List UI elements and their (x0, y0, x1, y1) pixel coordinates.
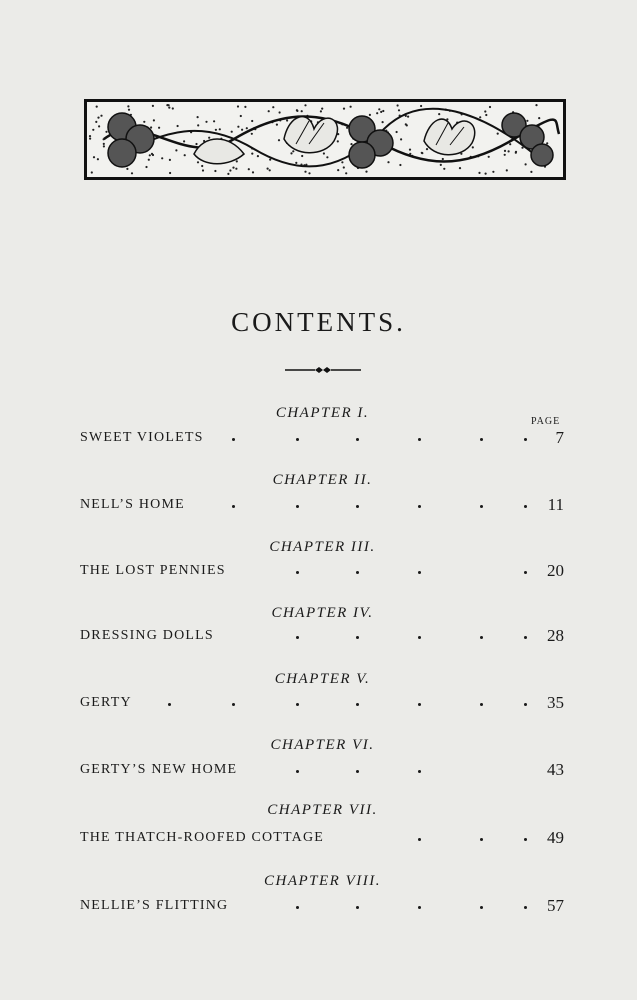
chapter-label: CHAPTER I. (275, 405, 370, 421)
toc-entry[interactable] (80, 695, 564, 715)
chapter-label: CHAPTER VIII. (264, 873, 381, 889)
leader-dot (296, 906, 299, 909)
chapter-title: THE LOST PENNIES (80, 563, 226, 578)
page-column-label: PAGE (531, 416, 561, 427)
floral-ornament-icon (84, 99, 566, 180)
chapter-label: CHAPTER VI. (270, 737, 375, 753)
toc-entry[interactable] (80, 497, 564, 517)
leader-dot (296, 636, 299, 639)
dot-leader (80, 695, 564, 715)
title-divider-icon (285, 364, 361, 376)
chapter-title: GERTY’S NEW HOME (80, 762, 238, 777)
leader-dot (418, 906, 421, 909)
leader-dot (356, 770, 359, 773)
chapter-label: CHAPTER VII. (267, 802, 378, 818)
page-number: 43 (547, 760, 564, 779)
leader-dot (296, 703, 299, 706)
leader-dot (418, 703, 421, 706)
toc-entry[interactable] (80, 830, 564, 850)
leader-dot (356, 906, 359, 909)
leader-dot (480, 703, 483, 706)
leader-dot (418, 770, 421, 773)
chapter-label: CHAPTER III. (269, 539, 376, 555)
leader-dot (232, 505, 235, 508)
leader-dot (418, 438, 421, 441)
page-number: 35 (547, 693, 564, 712)
chapter-label: CHAPTER IV. (271, 605, 374, 621)
leader-dot (232, 703, 235, 706)
leader-dot (356, 636, 359, 639)
chapter-title: SWEET VIOLETS (80, 430, 204, 445)
leader-dot (480, 438, 483, 441)
leader-dot (524, 636, 527, 639)
toc-entry[interactable] (80, 563, 564, 583)
leader-dot (168, 703, 171, 706)
toc-entry[interactable] (80, 898, 564, 918)
leader-dot (524, 703, 527, 706)
leader-dot (524, 505, 527, 508)
leader-dot (480, 906, 483, 909)
page-number: 28 (547, 626, 564, 645)
chapter-title: GERTY (80, 695, 132, 710)
leader-dot (418, 838, 421, 841)
leader-dot (356, 505, 359, 508)
leader-dot (418, 505, 421, 508)
leader-dot (480, 505, 483, 508)
chapter-title: THE THATCH-ROOFED COTTAGE (80, 830, 325, 845)
leader-dot (296, 438, 299, 441)
leader-dot (524, 571, 527, 574)
leader-dot (356, 703, 359, 706)
leader-dot (418, 636, 421, 639)
toc-entry[interactable] (80, 762, 564, 782)
page-number: 11 (547, 495, 564, 514)
leader-dot (524, 438, 527, 441)
chapter-label: CHAPTER II. (272, 472, 373, 488)
leader-dot (296, 505, 299, 508)
chapter-label: CHAPTER V. (274, 671, 371, 687)
leader-dot (480, 636, 483, 639)
toc-entry[interactable] (80, 430, 564, 450)
page-number: 7 (555, 428, 564, 447)
leader-dot (418, 571, 421, 574)
page-number: 49 (547, 828, 564, 847)
chapter-title: NELLIE’S FLITTING (80, 898, 229, 913)
leader-dot (480, 838, 483, 841)
leader-dot (296, 770, 299, 773)
chapter-title: NELL’S HOME (80, 497, 185, 512)
leader-dot (524, 906, 527, 909)
page-number: 20 (547, 561, 564, 580)
toc-entry[interactable] (80, 628, 564, 648)
leader-dot (356, 571, 359, 574)
chapter-title: DRESSING DOLLS (80, 628, 214, 643)
leader-dot (232, 438, 235, 441)
page-number: 57 (547, 896, 564, 915)
leader-dot (296, 571, 299, 574)
leader-dot (356, 438, 359, 441)
leader-dot (524, 838, 527, 841)
page-title: CONTENTS. (231, 307, 406, 337)
